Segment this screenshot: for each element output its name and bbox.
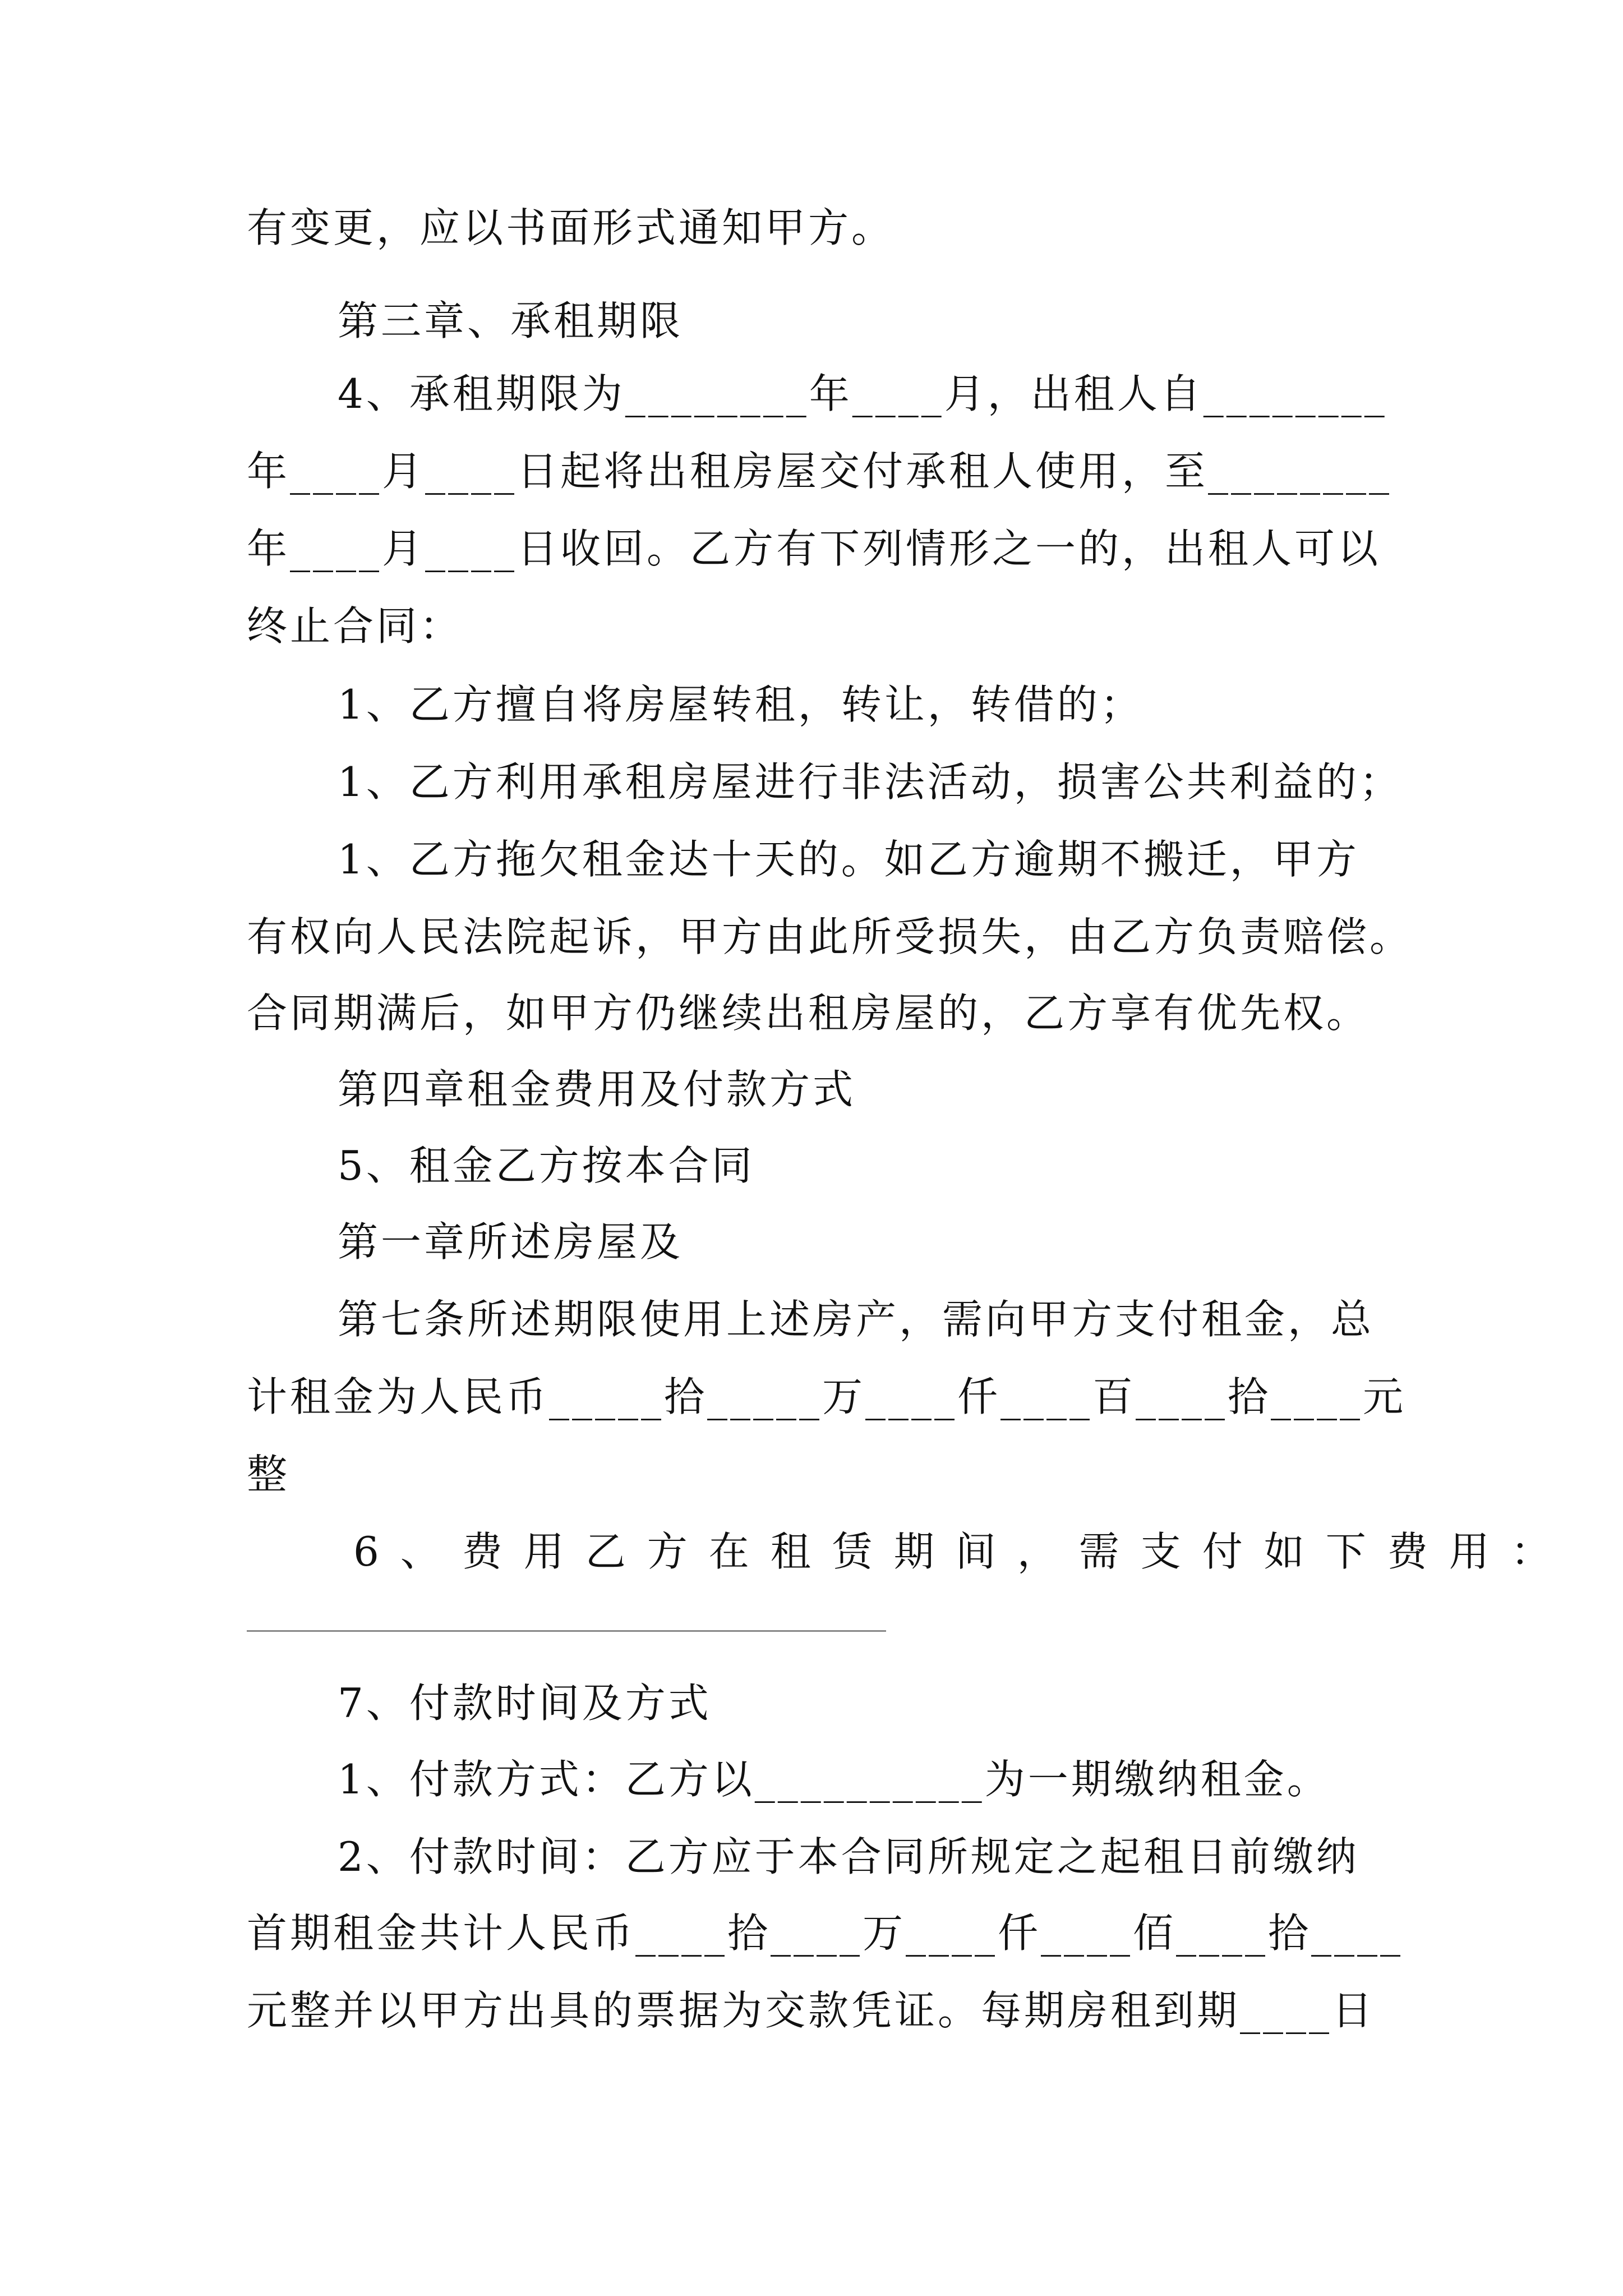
text-line: 计租金为人民币_____拾_____万____仟____百____拾____元 [247, 1373, 1407, 1420]
chapter-heading: 第四章租金费用及付款方式 [338, 1066, 856, 1113]
text-line: 6、费用乙方在租赁期间，需支付如下费用： [353, 1528, 1573, 1575]
list-item: 2、付款时间：乙方应于本合同所规定之起租日前缴纳 [338, 1833, 1359, 1880]
fill-in-blank-line [247, 1630, 886, 1632]
list-item: 1、乙方利用承租房屋进行非法活动，损害公共利益的； [338, 758, 1403, 806]
text-line: 首期租金共计人民币____拾____万____仟____佰____拾____ [247, 1910, 1404, 1957]
text-line: 终止合同： [247, 602, 463, 650]
text-line: 有变更，应以书面形式通知甲方。 [247, 204, 895, 251]
text-line: 5、租金乙方按本合同 [338, 1142, 755, 1189]
text-line: 第七条所述期限使用上述房产，需向甲方支付租金，总 [338, 1296, 1375, 1343]
chapter-heading: 第三章、承租期限 [338, 297, 684, 344]
text-line: 元整并以甲方出具的票据为交款凭证。每期房租到期____日 [247, 1987, 1376, 2034]
text-line: 整 [247, 1451, 291, 1498]
text-line: 合同期满后，如甲方仍继续出租房屋的，乙方享有优先权。 [247, 990, 1370, 1037]
text-line: 有权向人民法院起诉，甲方由此所受损失，由乙方负责赔偿。 [247, 913, 1413, 960]
list-item: 1、付款方式：乙方以__________为一期缴纳租金。 [338, 1756, 1330, 1803]
text-line: 第一章所述房屋及 [338, 1218, 684, 1266]
list-item: 1、乙方擅自将房屋转租，转让，转借的； [338, 681, 1144, 728]
section-heading: 7、付款时间及方式 [338, 1680, 712, 1727]
text-line: 4、承租期限为________年____月，出租人自________ [338, 370, 1387, 417]
text-line: 年____月____日收回。乙方有下列情形之一的，出租人可以 [247, 525, 1381, 572]
text-line: 年____月____日起将出租房屋交付承租人使用，至________ [247, 448, 1393, 495]
list-item: 1、乙方拖欠租金达十天的。如乙方逾期不搬迁，甲方 [338, 836, 1359, 883]
